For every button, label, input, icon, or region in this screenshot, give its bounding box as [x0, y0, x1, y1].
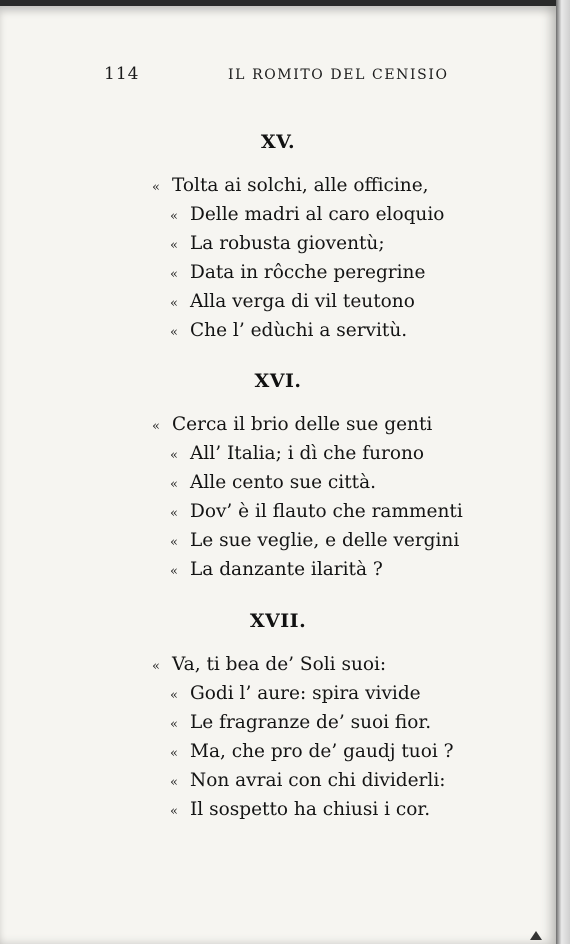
quote-mark: « [170, 238, 178, 253]
stanza-number: XV. [260, 131, 296, 153]
verse-text: All’ Italia; i dì che furono [190, 443, 425, 464]
verse-text: Le fragranze de’ suoi fior. [190, 712, 432, 733]
verse-text: Alle cento sue città. [190, 472, 376, 493]
quote-mark: « [170, 535, 178, 550]
running-header [0, 64, 556, 88]
stanza-number: XVI. [254, 370, 302, 392]
verse-text: Dov’ è il flauto che rammenti [190, 501, 463, 522]
verse-text: Delle madri al caro eloquio [190, 204, 445, 225]
quote-mark: « [170, 564, 178, 579]
quote-mark: « [170, 296, 178, 311]
verse-text: Non avrai con chi dividerli: [190, 770, 446, 791]
stanza-number: XVII. [249, 610, 307, 632]
verse-text: Va, ti bea de’ Soli suoi: [172, 654, 387, 675]
page-number: 114 [104, 64, 140, 84]
quote-mark: « [170, 746, 178, 761]
verse-text: Ma, che pro de’ gaudj tuoi ? [190, 741, 454, 762]
verse-text: Il sospetto ha chiusi i cor. [190, 799, 431, 820]
verse-text: Le sue veglie, e delle vergini [190, 530, 460, 551]
quote-mark: « [170, 804, 178, 819]
book-page [0, 6, 556, 944]
quote-mark: « [152, 180, 160, 195]
quote-mark: « [170, 267, 178, 282]
verse-text: La robusta gioventù; [190, 233, 385, 254]
quote-mark: « [170, 477, 178, 492]
verse-text: Alla verga di vil teutono [190, 291, 415, 312]
quote-mark: « [152, 419, 160, 434]
quote-mark: « [170, 688, 178, 703]
page-corner-mark [530, 931, 542, 940]
quote-mark: « [170, 506, 178, 521]
verse-text: Che l’ edùchi a servitù. [190, 320, 408, 341]
verse-text: Tolta ai solchi, alle officine, [172, 175, 429, 196]
quote-mark: « [170, 209, 178, 224]
quote-mark: « [170, 775, 178, 790]
verse-text: La danzante ilarità ? [190, 559, 383, 580]
verse-text: Godi l’ aure: spira vivide [190, 683, 421, 704]
quote-mark: « [152, 659, 160, 674]
quote-mark: « [170, 717, 178, 732]
running-title: IL ROMITO DEL CENISIO [228, 67, 449, 83]
quote-mark: « [170, 325, 178, 340]
quote-mark: « [170, 448, 178, 463]
verse-text: Cerca il brio delle sue genti [172, 414, 433, 435]
page-edge [556, 0, 570, 944]
verse-text: Data in rôcche peregrine [190, 262, 426, 283]
